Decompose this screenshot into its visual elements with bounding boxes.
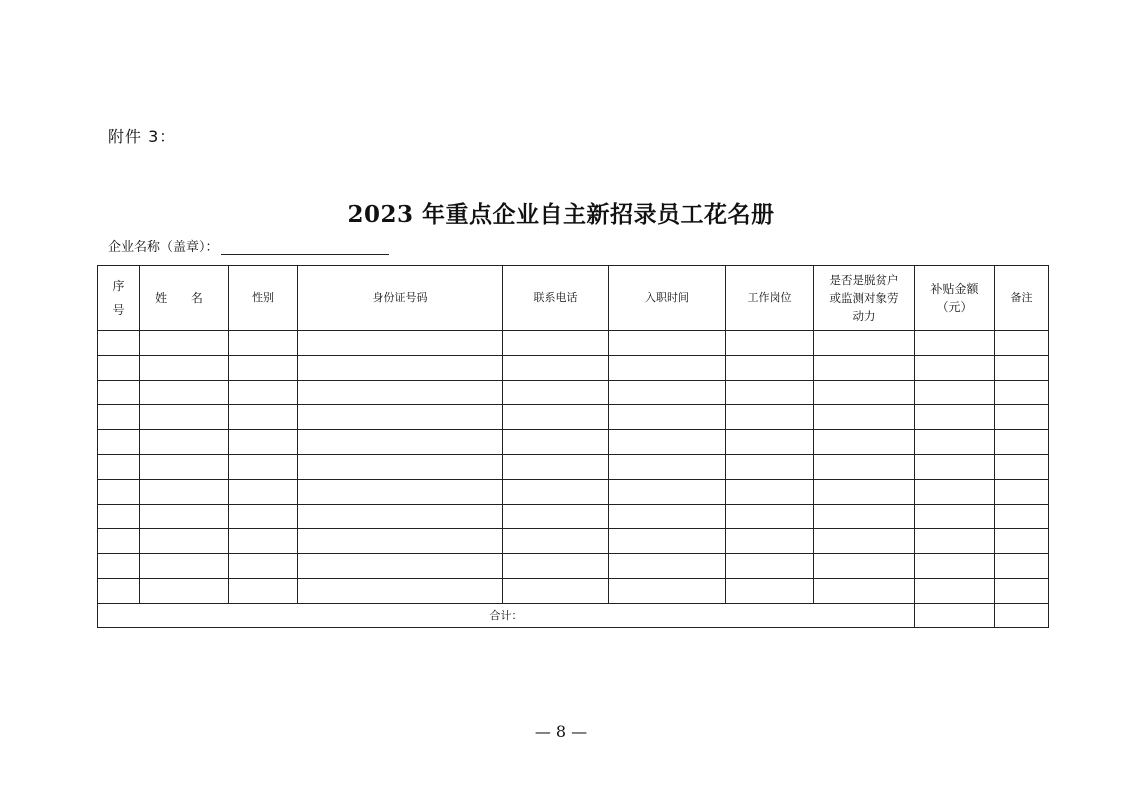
table-cell[interactable] — [98, 479, 140, 504]
table-cell[interactable] — [140, 454, 229, 479]
table-cell[interactable] — [726, 479, 814, 504]
table-cell[interactable] — [298, 504, 503, 529]
header-position: 工作岗位 — [726, 266, 814, 331]
table-cell[interactable] — [814, 355, 915, 380]
table-cell[interactable] — [726, 331, 814, 356]
table-cell[interactable] — [609, 405, 726, 430]
header-index-line2: 号 — [112, 303, 125, 317]
table-cell[interactable] — [298, 430, 503, 455]
company-name-field — [108, 236, 389, 255]
header-subsidy: 补贴金额 （元） — [915, 266, 995, 331]
table-cell[interactable] — [229, 430, 298, 455]
table-cell[interactable] — [814, 479, 915, 504]
table-cell[interactable] — [298, 529, 503, 554]
table-cell[interactable] — [814, 380, 915, 405]
table-cell[interactable] — [995, 380, 1049, 405]
table-cell[interactable] — [915, 380, 995, 405]
table-cell[interactable] — [609, 355, 726, 380]
table-row — [98, 405, 1049, 430]
table-cell[interactable] — [503, 578, 609, 603]
total-subsidy-cell[interactable] — [915, 603, 995, 627]
table-cell[interactable] — [814, 529, 915, 554]
table-cell[interactable] — [915, 430, 995, 455]
table-cell[interactable] — [814, 454, 915, 479]
table-cell[interactable] — [140, 529, 229, 554]
table-cell[interactable] — [995, 355, 1049, 380]
table-cell[interactable] — [229, 504, 298, 529]
table-cell[interactable] — [814, 405, 915, 430]
header-id-number: 身份证号码 — [298, 266, 503, 331]
table-cell[interactable] — [229, 331, 298, 356]
header-remarks: 备注 — [995, 266, 1049, 331]
table-cell[interactable] — [98, 554, 140, 579]
table-cell[interactable] — [503, 405, 609, 430]
table-cell[interactable] — [98, 331, 140, 356]
header-poverty-status: 是否是脱贫户 或监测对象劳 动力 — [814, 266, 915, 331]
table-cell[interactable] — [726, 380, 814, 405]
table-cell[interactable] — [503, 430, 609, 455]
table-cell[interactable] — [915, 355, 995, 380]
table-cell[interactable] — [609, 479, 726, 504]
table-cell[interactable] — [995, 554, 1049, 579]
table-row — [98, 380, 1049, 405]
table-cell[interactable] — [995, 405, 1049, 430]
table-cell[interactable] — [726, 355, 814, 380]
document-title: 2023 年重点企业自主新招录员工花名册 — [347, 201, 775, 228]
table-row — [98, 504, 1049, 529]
table-cell[interactable] — [98, 380, 140, 405]
table-row — [98, 529, 1049, 554]
table-cell[interactable] — [609, 454, 726, 479]
table-cell[interactable] — [609, 380, 726, 405]
table-header-row — [98, 266, 1049, 331]
table-cell[interactable] — [726, 554, 814, 579]
table-cell[interactable] — [726, 405, 814, 430]
table-cell[interactable] — [503, 355, 609, 380]
table-row — [98, 578, 1049, 603]
table-cell[interactable] — [140, 430, 229, 455]
table-cell[interactable] — [98, 504, 140, 529]
table-cell[interactable] — [98, 405, 140, 430]
table-cell[interactable] — [609, 554, 726, 579]
table-cell[interactable] — [726, 529, 814, 554]
table-cell[interactable] — [503, 504, 609, 529]
total-row — [98, 603, 1049, 627]
table-cell[interactable] — [915, 504, 995, 529]
table-cell[interactable] — [609, 504, 726, 529]
header-name: 姓 名 — [140, 266, 229, 331]
table-cell[interactable] — [229, 380, 298, 405]
table-cell[interactable] — [298, 554, 503, 579]
table-cell[interactable] — [609, 430, 726, 455]
table-row — [98, 331, 1049, 356]
table-row — [98, 355, 1049, 380]
header-gender: 性别 — [229, 266, 298, 331]
table-cell[interactable] — [995, 578, 1049, 603]
table-cell[interactable] — [814, 554, 915, 579]
table-cell[interactable] — [814, 331, 915, 356]
table-cell[interactable] — [726, 454, 814, 479]
table-cell[interactable] — [915, 554, 995, 579]
table-cell[interactable] — [814, 504, 915, 529]
table-cell[interactable] — [140, 578, 229, 603]
table-cell[interactable] — [503, 454, 609, 479]
table-cell[interactable] — [726, 578, 814, 603]
table-cell[interactable] — [140, 405, 229, 430]
table-cell[interactable] — [995, 479, 1049, 504]
table-cell[interactable] — [298, 355, 503, 380]
table-cell[interactable] — [995, 430, 1049, 455]
table-cell[interactable] — [98, 355, 140, 380]
attachment-label: 附件 3： — [108, 127, 177, 146]
page-number: — 8 — — [534, 722, 588, 741]
table-row — [98, 430, 1049, 455]
table-cell[interactable] — [298, 578, 503, 603]
table-cell[interactable] — [726, 430, 814, 455]
header-phone: 联系电话 — [503, 266, 609, 331]
table-cell[interactable] — [140, 355, 229, 380]
table-cell[interactable] — [140, 479, 229, 504]
employee-roster-table — [97, 265, 1049, 628]
table-cell[interactable] — [915, 479, 995, 504]
table-cell[interactable] — [915, 529, 995, 554]
total-label: 合计： — [98, 603, 915, 627]
table-cell[interactable] — [229, 405, 298, 430]
table-cell[interactable] — [814, 578, 915, 603]
table-cell[interactable] — [229, 554, 298, 579]
table-row — [98, 554, 1049, 579]
table-body — [98, 331, 1049, 604]
table-cell[interactable] — [915, 454, 995, 479]
table-cell[interactable] — [298, 405, 503, 430]
header-index-line1: 序 — [112, 279, 125, 293]
table-cell[interactable] — [298, 479, 503, 504]
table-cell[interactable] — [98, 454, 140, 479]
total-remarks-cell[interactable] — [995, 603, 1049, 627]
table-cell[interactable] — [503, 380, 609, 405]
table-cell[interactable] — [140, 504, 229, 529]
company-name-blank-line — [221, 238, 389, 255]
table-cell[interactable] — [995, 504, 1049, 529]
table-cell[interactable] — [726, 504, 814, 529]
table-cell[interactable] — [298, 454, 503, 479]
table-row — [98, 479, 1049, 504]
table-cell[interactable] — [98, 430, 140, 455]
table-cell[interactable] — [915, 578, 995, 603]
table-cell[interactable] — [814, 430, 915, 455]
header-index — [98, 266, 140, 331]
table-cell[interactable] — [915, 331, 995, 356]
table-cell[interactable] — [98, 578, 140, 603]
header-hire-date: 入职时间 — [609, 266, 726, 331]
table-cell[interactable] — [140, 554, 229, 579]
company-name-label: 企业名称（盖章）： — [108, 240, 219, 255]
table-cell[interactable] — [915, 405, 995, 430]
table-cell[interactable] — [229, 578, 298, 603]
table-cell[interactable] — [229, 454, 298, 479]
table-cell[interactable] — [229, 355, 298, 380]
table-cell[interactable] — [503, 529, 609, 554]
table-cell[interactable] — [609, 331, 726, 356]
table-cell[interactable] — [503, 331, 609, 356]
table-cell[interactable] — [995, 529, 1049, 554]
table-cell[interactable] — [609, 578, 726, 603]
table-cell[interactable] — [229, 529, 298, 554]
table-cell[interactable] — [140, 380, 229, 405]
table-cell[interactable] — [229, 479, 298, 504]
table-cell[interactable] — [298, 380, 503, 405]
table-cell[interactable] — [995, 454, 1049, 479]
table-cell[interactable] — [503, 479, 609, 504]
table-cell[interactable] — [298, 331, 503, 356]
table-row — [98, 454, 1049, 479]
table-cell[interactable] — [503, 554, 609, 579]
table-cell[interactable] — [98, 529, 140, 554]
table-cell[interactable] — [995, 331, 1049, 356]
table-cell[interactable] — [140, 331, 229, 356]
table-cell[interactable] — [609, 529, 726, 554]
